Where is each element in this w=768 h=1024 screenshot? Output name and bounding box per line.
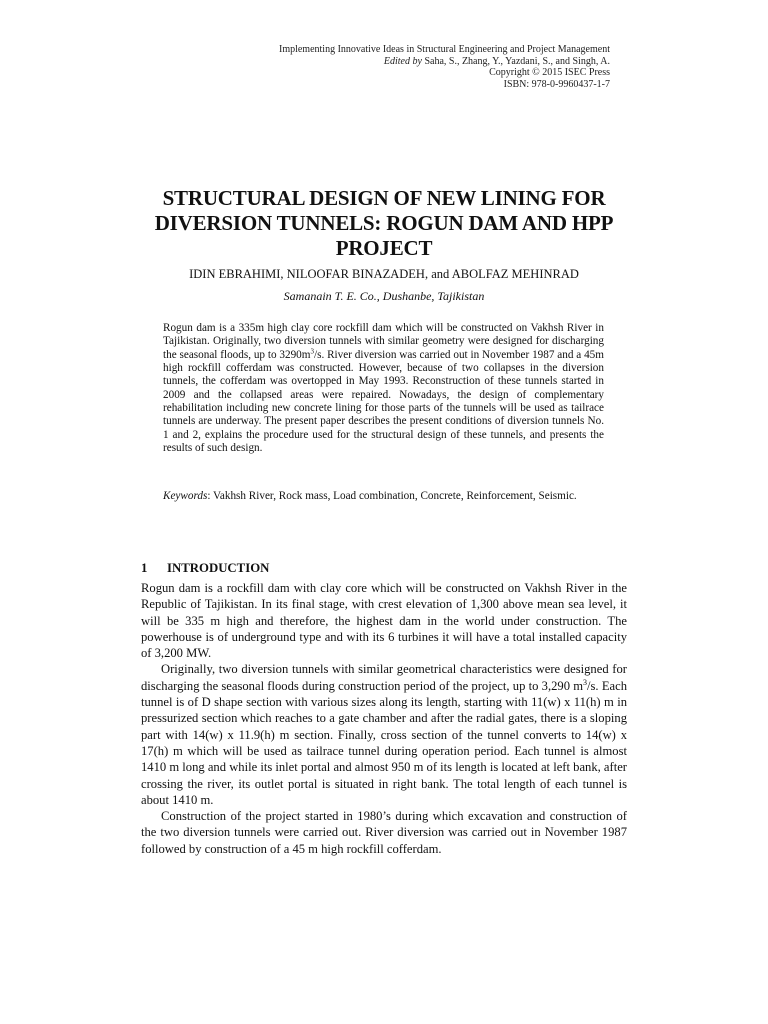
abstract-text-2: /s. River diversion was carried out in November 1987 and a 45m high rockfill cofferdam was constructed. However, because of two collapses in the diversion tunnels, the cofferdam was overtopped in May 1993. Reconstruction of these tunnels started in 2009 and the collapsed areas were repaired. Nowadays, the design of complementary rehabilitation including new concrete lining for those parts of the tunnels will be used as tailrace tunnels are underway. The present paper describes the present conditions of diversion tunnels No. 1 and 2, explains the procedure used for the structural design of these tunnels, and presents the results of such design.: [163, 348, 604, 455]
isbn-line: ISBN: 978-0-9960437-1-7: [503, 78, 610, 90]
paper-title: [120, 186, 648, 261]
title-line-1: STRUCTURAL DESIGN OF NEW LINING FOR: [162, 186, 606, 210]
title-line-3: PROJECT: [335, 236, 433, 260]
editors-line: [190, 56, 610, 68]
title-line-2: DIVERSION TUNNELS: ROGUN DAM AND HPP: [154, 211, 614, 235]
keywords-text: : Vakhsh River, Rock mass, Load combination, Concrete, Reinforcement, Seismic.: [207, 490, 577, 502]
affiliation: Samanain T. E. Co., Dushanbe, Tajikistan: [283, 289, 485, 303]
author-names-2: ABOLFAZ MEHINRAD: [449, 267, 579, 281]
keywords: [163, 490, 604, 504]
paragraph-2-superscript: 3: [583, 677, 588, 687]
paragraph-2-text-1: Originally, two diversion tunnels with similar geometrical characteristics were designed for discharging the seasonal floods during construction period of the project, up to 3,290 m: [141, 662, 627, 693]
editors-names: Saha, S., Zhang, Y., Yazdani, S., and Singh, A.: [421, 55, 610, 67]
edited-by-label: Edited by: [383, 55, 422, 67]
copyright-line: Copyright © 2015 ISEC Press: [489, 67, 610, 78]
section-heading: [141, 560, 269, 576]
paragraph-2-text-2: /s. Each tunnel is of D shape section with various sizes along its length, starting with 11(w) x 11(h) m in pressurized section which reaches to a gate chamber and after the radial gates, there is a sloping part with 14(w) x 11.9(h) m section. Finally, cross section of the tunnel converts to 14(w) x 17(h) m which will be used as tailrace tunnel during operation period. Each tunnel is almost 1410 m long and while its inlet portal and almost 950 m of its length is located at left bank, after crossing the river, its outlet portal is situated in right bank. The total length of each tunnel is about 1410 m.: [141, 678, 627, 807]
running-header: [190, 44, 610, 90]
paragraph-3: Construction of the project started in 1980’s during which excavation and construction of the two diversion tunnels were carried out. River diversion was carried out in November 1987 followed by construction of a 45 m high rockfill cofferdam.: [141, 809, 627, 856]
abstract-superscript: 3: [310, 346, 314, 355]
keywords-label: Keywords: [163, 490, 208, 502]
author-and: and: [431, 267, 450, 281]
paragraph-1: Rogun dam is a rockfill dam with clay core which will be constructed on Vakhsh River in the Republic of Tajikistan. In its final stage, with crest elevation of 1,300 above mean sea level, it will be 335 m high and therefore, the highest dam in the world under construction. The powerhouse is of underground type and with its 6 turbines it will have a total installed capacity of 3,200 MW.: [141, 581, 627, 661]
abstract-text-1: Rogun dam is a 335m high clay core rockfill dam which will be constructed on Vakhsh River in Tajikistan. Originally, two diversion tunnels with similar geometry were designed for discharging the seasonal floods, up to 3290m: [163, 322, 604, 361]
authors-line: [120, 266, 648, 282]
section-title: INTRODUCTION: [167, 561, 270, 575]
abstract: [163, 322, 604, 455]
proceedings-title: Implementing Innovative Ideas in Structural Engineering and Project Management: [278, 44, 610, 55]
section-number: 1: [141, 561, 148, 575]
paragraph-2: [141, 661, 627, 808]
section-body: [141, 580, 627, 857]
author-names-1: IDIN EBRAHIMI, NILOOFAR BINAZADEH,: [189, 267, 432, 281]
